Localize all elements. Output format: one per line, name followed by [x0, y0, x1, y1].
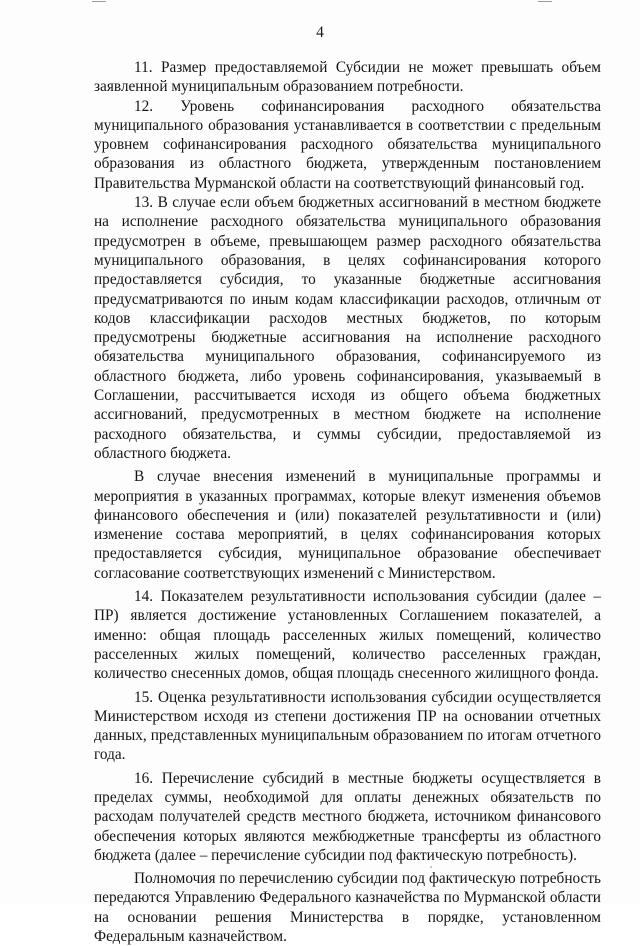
scan-mark-left — [92, 1, 106, 2]
document-body — [94, 58, 601, 946]
paragraph-16-powers: Полномочия по перечислению субсидии под фактическую потребность передаются Управлению Федерального казначейства по Мурманской области на основании решения Министерства в порядке, установленном Федеральным казначейством. — [94, 870, 601, 946]
paragraph-16: 16. Перечисление субсидий в местные бюджеты осуществляется в пределах суммы, необходимой для оплаты денежных обязательств по расходам получателей средств местного бюджета, источником финансового обеспечения которых являются межбюджетные трансферты из областного бюджета (далее – перечисление субсидии под фактическую потребность). — [94, 769, 601, 864]
scan-mark-right — [538, 1, 552, 2]
paragraph-15: 15. Оценка результативности использования субсидии осуществляется Министерством исходя из степени достижения ПР на основании отчетных данных, представленных муниципальным образованием по итогам отчетного года. — [94, 688, 601, 764]
paragraph-13: 13. В случае если объем бюджетных ассигнований в местном бюджете на исполнение расходного обязательства муниципального образования предусмотрен в объеме, превышающем размер расходного обязательства муниципального образования, в целях софинансирования которого предоставляется субсидия, то указанные бюджетные ассигнования предусматриваются по иным кодам классификации расходов, отличным от кодов классификации расходов местных бюджетов, по которым предусмотрены бюджетные ассигнования на исполнение расходного обязательства муниципального образования, софинансируемого из областного бюджета, либо уровень софинансирования, указываемый в Соглашении, рассчитывается исходя из общего объема бюджетных ассигнований, предусмотренных в местном бюджете на исполнение расходного обязательства, и суммы субсидии, предоставляемой из областного бюджета. — [94, 194, 601, 462]
paragraph-14: 14. Показателем результативности использования субсидии (далее – ПР) является достижение установленных Соглашением показателей, а именно: общая площадь расселенных жилых помещений, количество расселенных жилых помещений, количество расселенных граждан, количество снесенных домов, общая площадь снесенного жилищного фонда. — [94, 588, 601, 683]
paragraph-11: 11. Размер предоставляемой Субсидии не может превышать объем заявленной муниципальным образованием потребности. — [94, 59, 601, 96]
paragraph-12: 12. Уровень софинансирования расходного обязательства муниципального образования устанавливается в соответствии с предельным уровнем софинансирования расходного обязательства муниципального образования из областного бюджета, утвержденным постановлением Правительства Мурманской области на соответствующий финансовый год. — [94, 97, 601, 192]
paragraph-13-amendments: В случае внесения изменений в муниципальные программы и мероприятия в указанных программах, которые влекут изменения объемов финансового обеспечения и (или) показателей результативности и (или) изменение состава мероприятий, в целях софинансирования которых предоставляется субсидия, муниципальное образование обеспечивает согласование соответствующих изменений с Министерством. — [94, 468, 601, 582]
page-number: 4 — [316, 24, 324, 41]
scan-dot — [430, 866, 432, 868]
